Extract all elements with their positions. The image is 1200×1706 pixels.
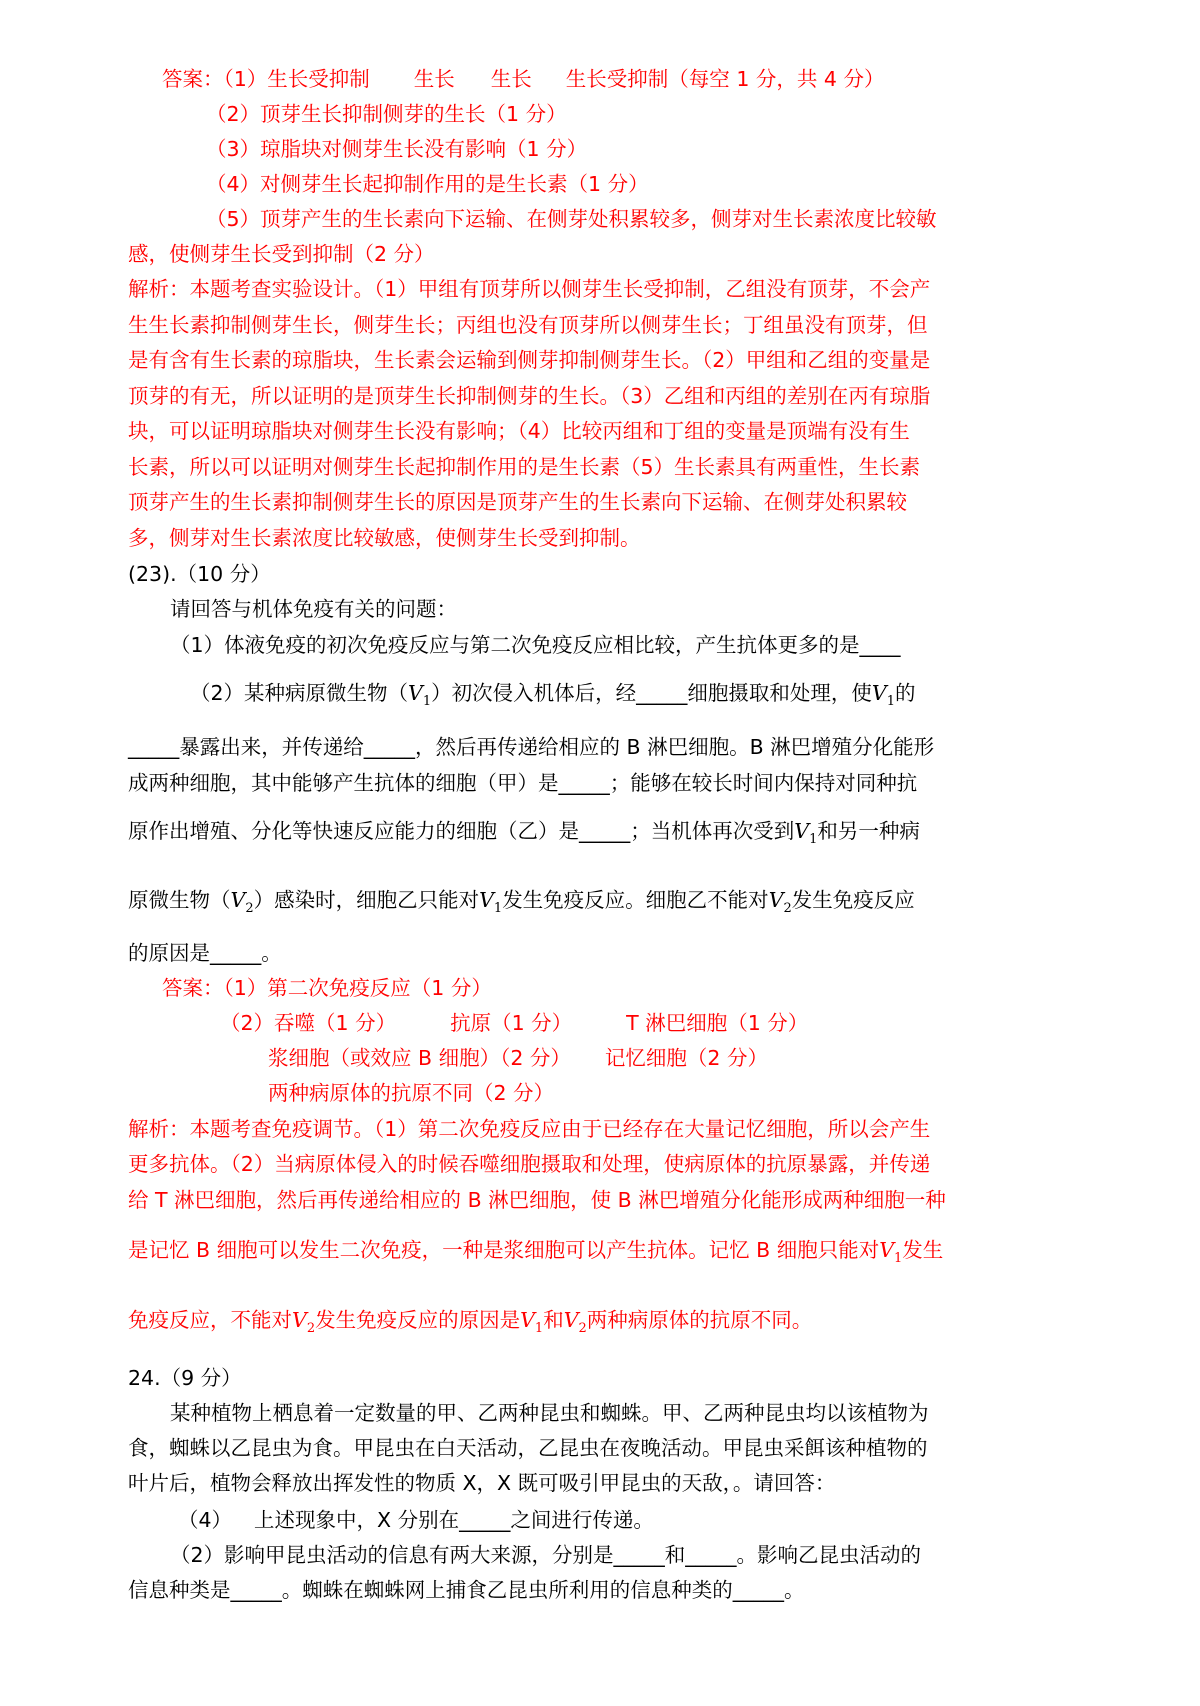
q22-analysis-line-5: 块，可以证明琼脂块对侧芽生长没有影响；（4）比较丙组和丁组的变量是顶端有没有生 xyxy=(128,419,910,443)
q22-analysis-line-3: 是有含有生长素的琼脂块，生长素会运输到侧芽抑制侧芽生长。（2）甲组和乙组的变量是 xyxy=(128,348,931,372)
q23-part-2-line-3: 成两种细胞，其中能够产生抗体的细胞（甲）是_____；能够在较长时间内保持对同种抗 xyxy=(128,771,918,795)
q23-part-2-line-5: 原微生物$(V_2)$感染时，细胞乙只能对$V_1$发生免疫反应。细胞乙不能对$V_2$发生免疫反应 xyxy=(128,888,915,917)
q24-part-2-line-2: 信息种类是_____。蜘蛛在蜘蛛网上捕食乙昆虫所利用的信息种类的_____。 xyxy=(128,1578,805,1602)
q24-part-4: （4） 上述现象中，X 分别在_____之间进行传递。 xyxy=(178,1508,654,1532)
q22-answer-line-1: 答案：（1）生长受抑制 生长 生长 生长受抑制（每空 1 分，共 4 分） xyxy=(162,67,885,91)
q22-answer-line-5: （5）顶芽产生的生长素向下运输、在侧芽处积累较多，侧芽对生长素浓度比较敏 xyxy=(206,207,937,231)
q23-analysis-line-1: 解析：本题考查免疫调节。（1）第二次免疫反应由于已经存在大量记忆细胞，所以会产生 xyxy=(128,1117,931,1141)
q23-analysis-line-2: 更多抗体。（2）当病原体侵入的时候吞噬细胞摄取和处理，使病原体的抗原暴露，并传递 xyxy=(128,1152,931,1176)
q23-header: (23).（10 分） xyxy=(128,562,271,586)
v2-symbol: $V_2$ xyxy=(768,888,792,917)
q23-answer-line-2: （2）吞噬（1 分） 抗原（1 分） T 淋巴细胞（1 分） xyxy=(220,1011,809,1035)
q23-analysis-line-4: 是记忆 B 细胞可以发生二次免疫，一种是浆细胞可以产生抗体。记忆 B 细胞只能对$V_1$发生 xyxy=(128,1238,944,1267)
q23-analysis-line-5: 免疫反应，不能对$V_2$发生免疫反应的原因是$V_1$和$V_2$两种病原体的抗原不同。 xyxy=(128,1308,813,1337)
q24-header: 24.（9 分） xyxy=(128,1366,242,1390)
q23-part-2-line-2: _____暴露出来，并传递给_____，然后再传递给相应的 B 淋巴细胞。B 淋巴增殖分化能形 xyxy=(128,735,935,759)
q23-part-1: （1）体液免疫的初次免疫反应与第二次免疫反应相比较，产生抗体更多的是____ xyxy=(170,633,901,657)
v1-symbol: $V_1$ xyxy=(794,819,818,848)
q22-analysis-line-2: 生生长素抑制侧芽生长，侧芽生长；丙组也没有顶芽所以侧芽生长；丁组虽没有顶芽，但 xyxy=(128,313,928,337)
v2-symbol: $V_2$ xyxy=(292,1308,316,1337)
q22-analysis-line-1: 解析：本题考查实验设计。（1）甲组有顶芽所以侧芽生长受抑制，乙组没有顶芽，不会产 xyxy=(128,277,931,301)
v2-symbol: $V_2$ xyxy=(230,888,254,917)
q23-intro: 请回答与机体免疫有关的问题： xyxy=(170,597,457,621)
q22-analysis-line-8: 多，侧芽对生长素浓度比较敏感，使侧芽生长受到抑制。 xyxy=(128,526,641,550)
q22-analysis-line-4: 顶芽的有无，所以证明的是顶芽生长抑制侧芽的生长。（3）乙组和丙组的差别在丙有琼脂 xyxy=(128,384,931,408)
q23-part-2-line-6: 的原因是_____。 xyxy=(128,941,282,965)
q22-answer-line-3: （3）琼脂块对侧芽生长没有影响（1 分） xyxy=(206,137,588,161)
q23-part-2-line-1: （2）某种病原微生物$(V_1)$初次侵入机体后，经_____细胞摄取和处理，使$V_1$的 xyxy=(190,681,916,710)
q22-answer-line-2: （2）顶芽生长抑制侧芽的生长（1 分） xyxy=(206,102,567,126)
v1-symbol: $V_1$ xyxy=(871,681,895,710)
q23-part-2-line-4: 原作出增殖、分化等快速反应能力的细胞（乙）是_____；当机体再次受到$V_1$和另一种病 xyxy=(128,819,920,848)
v1-symbol: $V_1$ xyxy=(479,888,503,917)
q22-answer-line-4: （4）对侧芽生长起抑制作用的是生长素（1 分） xyxy=(206,172,649,196)
q24-paragraph-line-2: 食，蜘蛛以乙昆虫为食。甲昆虫在白天活动，乙昆虫在夜晚活动。甲昆虫采餌该种植物的 xyxy=(128,1436,928,1460)
q22-analysis-line-6: 长素，所以可以证明对侧芽生长起抑制作用的是生长素（5）生长素具有两重性，生长素 xyxy=(128,455,921,479)
q24-part-2-line-1: （2）影响甲昆虫活动的信息有两大来源，分别是_____和_____。影响乙昆虫活动的 xyxy=(170,1543,922,1567)
v2-symbol: $V_2$ xyxy=(563,1308,587,1337)
q23-answer-line-4: 两种病原体的抗原不同（2 分） xyxy=(268,1081,555,1105)
v1-symbol: $V_1$ xyxy=(879,1238,903,1267)
q23-analysis-line-3: 给 T 淋巴细胞，然后再传递给相应的 B 淋巴细胞，使 B 淋巴增殖分化能形成两种细胞一种 xyxy=(128,1188,946,1212)
v1-symbol: $V_1$ xyxy=(408,681,432,710)
v1-symbol: $V_1$ xyxy=(520,1308,544,1337)
q24-paragraph-line-3: 叶片后，植物会释放出挥发性的物质 X，X 既可吸引甲昆虫的天敌，。请回答： xyxy=(128,1471,836,1495)
q22-analysis-line-7: 顶芽产生的生长素抑制侧芽生长的原因是顶芽产生的生长素向下运输、在侧芽处积累较 xyxy=(128,490,907,514)
q23-answer-line-3: 浆细胞（或效应 B 细胞）（2 分） 记忆细胞（2 分） xyxy=(268,1046,768,1070)
q24-paragraph-line-1: 某种植物上栖息着一定数量的甲、乙两种昆虫和蜘蛛。甲、乙两种昆虫均以该植物为 xyxy=(170,1401,929,1425)
q23-answer-line-1: 答案：（1）第二次免疫反应（1 分） xyxy=(162,976,492,1000)
q22-answer-line-6: 感，使侧芽生长受到抑制（2 分） xyxy=(128,242,435,266)
